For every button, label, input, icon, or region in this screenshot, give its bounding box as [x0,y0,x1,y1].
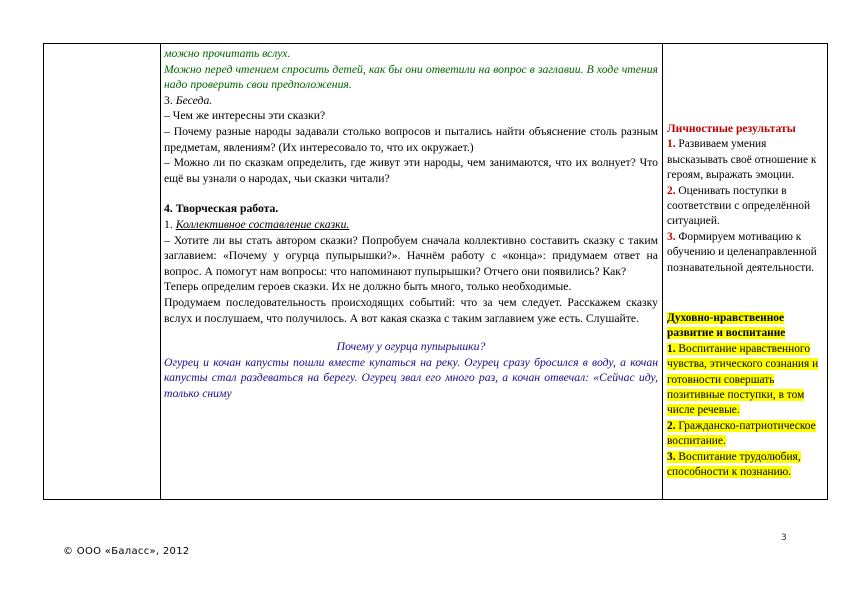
spiritual-item: 2. Гражданско-патриотическое воспитание. [667,419,816,448]
heading-creative-work: 4. Творческая работа. [164,202,279,216]
personal-item: 1. Развиваем умения высказывать своё отношение к героям, выражать эмоции. [667,138,817,182]
text-read-aloud: можно прочитать вслух. [164,47,291,60]
heading-conversation: 3. Беседа. [164,93,213,107]
personal-item: 2. Оценивать поступки в соответствии с определённой ситуацией. [667,184,811,228]
question-1: – Чем же интересны эти сказки? [164,109,326,123]
spiritual-development [667,311,826,480]
lesson-table [43,43,828,500]
column-results [663,44,829,499]
spiritual-item: 1. Воспитание нравственного чувства, этического сознания и готовности совершать позитивные поступки, в том числе речевые. [667,342,819,417]
spiritual-item: 3. Воспитание трудолюбия, способности к познанию. [667,450,801,479]
creative-instructions: – Хотите ли вы стать автором сказки? Попробуем сначала коллективно составить сказку с таким заглавием: «Почему у огурца пупырышки?». Начнём работу с «конца»: придумаем ответ на вопрос. А помогут нам вопросы: что напоминают пупырышки? Отчего они появились? Как? [164,233,658,278]
question-3: – Можно ли по сказкам определить, где живут эти народы, чем занимаются, что их волнует? Что ещё вы узнали о народах, чьи сказки читали? [164,156,658,185]
text-question-before-reading: Можно перед чтением спросить детей, как бы они ответили на вопрос в заглавии. В ходе чтения надо проверить свои предположения. [164,62,658,92]
personal-item: 3. Формируем мотивацию к обучению и целенаправленной познавательной деятельности. [667,230,817,274]
page-number: 3 [781,533,787,543]
column-stage [44,44,161,499]
heading-collective-tale: 1. Коллективное составление сказки. [164,217,350,231]
question-2: – Почему разные народы задавали столько вопросов и пытались найти объяснение столь разным предметам, явлениям? (Их интересовало то, что их окружает.) [164,124,658,154]
story-text: Огурец и кочан капусты пошли вместе купаться на реку. Огурец сразу бросился в воду, а кочан капусты стал раздеваться на берегу. Огурец звал его много раз, а кочан отвечал: «Сейчас иду, только сниму [164,355,658,400]
personal-results-title: Личностные результаты [667,122,796,135]
spiritual-title: Духовно-нравственное развитие и воспитание [667,312,786,340]
sequence-instructions: Продумаем последовательность происходящих событий: что за чем следует. Расскажем сказку вслух и послушаем, что получилось. А вот какая сказка с таким заглавием уже есть. Слушайте. [164,295,658,325]
story-title: Почему у огурца пупырышки? [336,340,486,354]
column-content [161,44,663,499]
heroes-instructions: Теперь определим героев сказки. Их не должно быть много, только необходимые. [164,280,572,294]
personal-results [667,121,826,276]
copyright-footer: © ООО «Баласс», 2012 [63,546,190,557]
